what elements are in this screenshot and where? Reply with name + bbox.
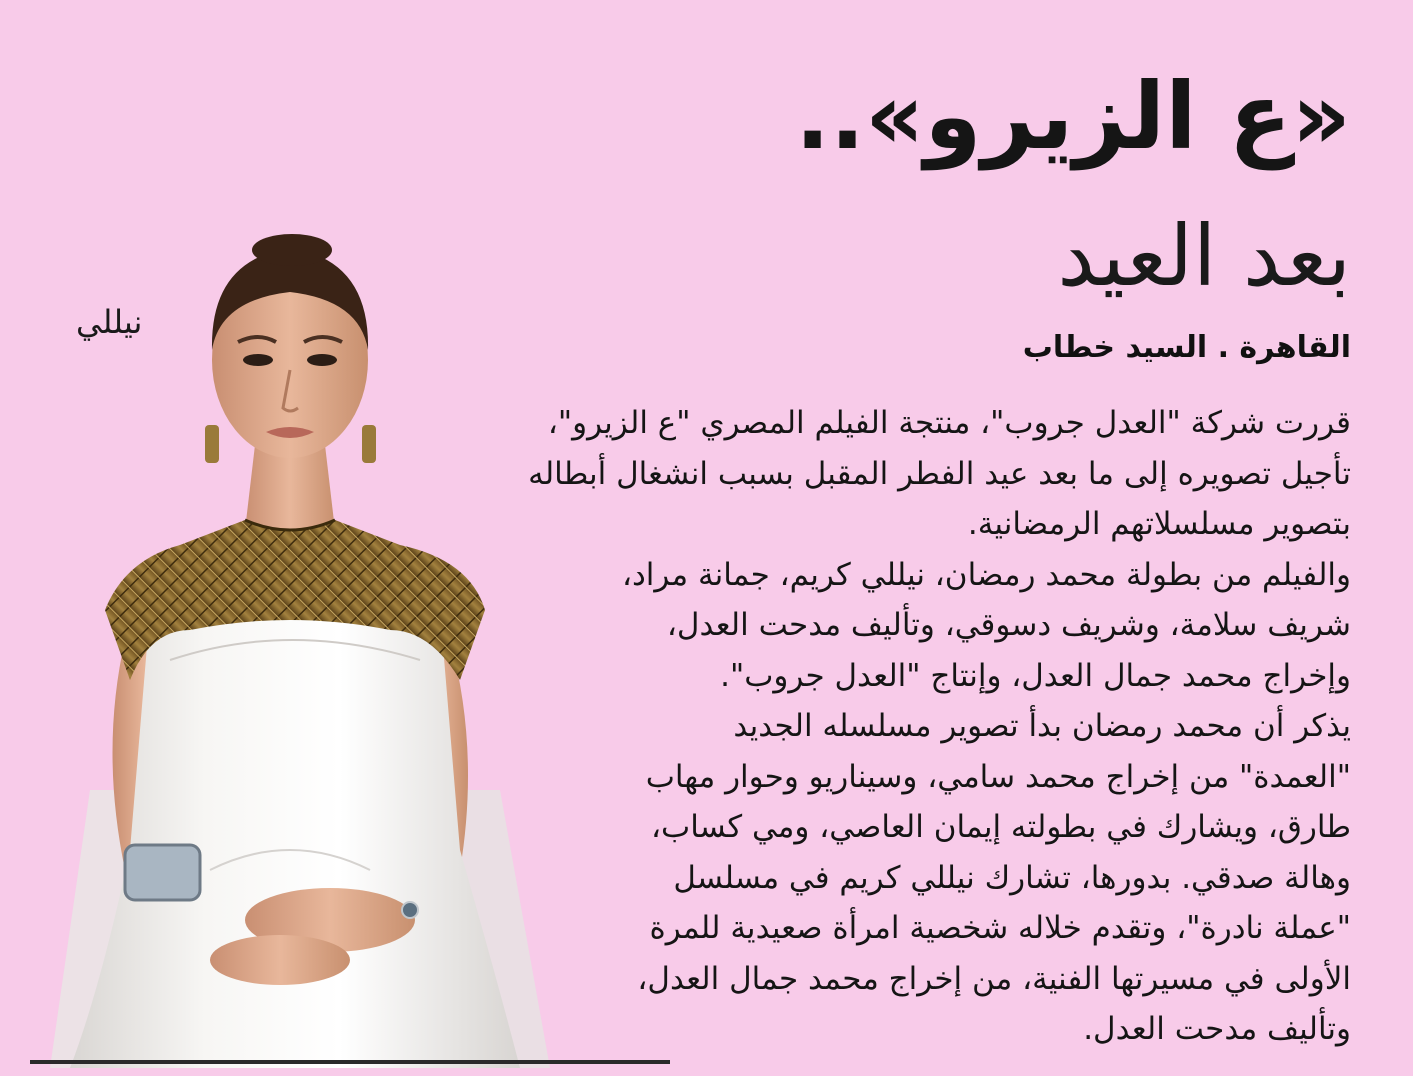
- bottom-divider: [30, 1060, 670, 1064]
- body-line: وهالة صدقي. بدورها، تشارك نيللي كريم في مسلسل: [673, 859, 1351, 896]
- body-line: بتصوير مسلسلاتهم الرمضانية.: [967, 506, 1351, 542]
- headline-subtitle: بعد العيد: [1057, 207, 1351, 305]
- body-line: والفيلم من بطولة محمد رمضان، نيللي كريم، جمانة مراد،: [622, 556, 1351, 593]
- body-line: الأولى في مسيرتها الفنية، من إخراج محمد جمال العدل،: [637, 960, 1351, 997]
- body-line: طارق، ويشارك في بطولته إيمان العاصي، ومي كساب،: [651, 809, 1351, 845]
- byline: القاهرة . السيد خطاب: [1022, 330, 1351, 365]
- body-line: قررت شركة "العدل جروب"، منتجة الفيلم المصري "ع الزيرو"،: [547, 405, 1351, 441]
- body-line: يذكر أن محمد رمضان بدأ تصوير مسلسله الجديد: [733, 708, 1351, 744]
- body-line: "عملة نادرة"، وتقدم خلاله شخصية امرأة صعيدية للمرة: [649, 910, 1351, 946]
- body-line: تأجيل تصويره إلى ما بعد عيد الفطر المقبل بسبب انشغال أبطاله: [528, 455, 1351, 492]
- body-line: شريف سلامة، وشريف دسوقي، وتأليف مدحت العدل،: [666, 607, 1351, 643]
- photo-caption: نيللي: [76, 303, 143, 341]
- body-line: "العمدة" من إخراج محمد سامي، وسيناريو وحوار مهاب: [645, 758, 1351, 795]
- body-line: وتأليف مدحت العدل.: [1083, 1011, 1351, 1047]
- body-line: وإخراج محمد جمال العدل، وإنتاج "العدل جروب".: [720, 657, 1351, 694]
- article-body: [441, 398, 1351, 1048]
- headline-title: «ع الزيرو»..: [795, 63, 1351, 170]
